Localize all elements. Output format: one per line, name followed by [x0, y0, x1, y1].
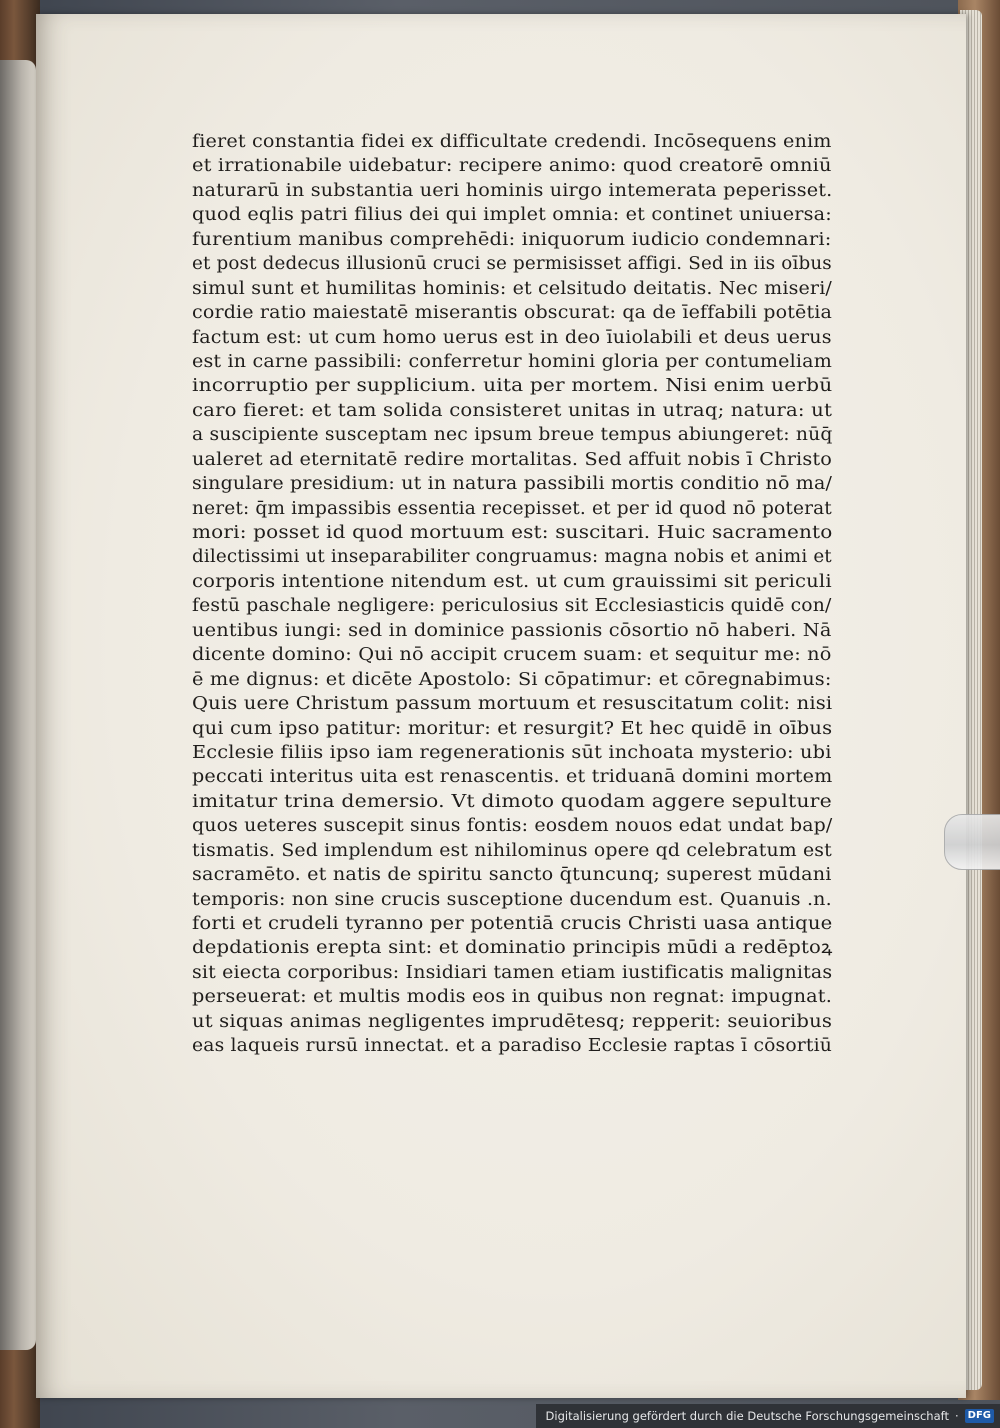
text-line: quod eqlis patri filius dei qui implet omnia: et continet uniuersa:	[192, 205, 832, 226]
digitization-credit-bar	[536, 1404, 1000, 1428]
text-line: et irrationabile uidebatur: recipere animo: quod creatorē omniū	[192, 156, 832, 177]
text-line: cordie ratio maiestatē miserantis obscurat: qa de īeffabili potētia	[192, 303, 833, 324]
text-line: a suscipiente susceptam nec ipsum breue tempus abiungeret: nūq̄	[192, 425, 833, 446]
facing-page-edge	[0, 60, 36, 1350]
text-line: et post dedecus illusionū cruci se permisisset affigi. Sed in iis oībus	[192, 254, 832, 275]
text-line: uentibus iungi: sed in dominice passionis cōsortio nō haberi. Nā	[192, 620, 832, 641]
text-line: furentium manibus comprehēdi: iniquorum iudicio condemnari:	[192, 229, 832, 250]
text-line: Quis uere Christum passum mortuum et resuscitatum colit: nisi	[192, 694, 833, 715]
text-line: peccati interitus uita est renascentis. et triduanā domini mortem	[192, 767, 833, 788]
text-line: sit eiecta corporibus: Insidiari tamen etiam iustificatis malignitas	[192, 962, 833, 983]
text-line: simul sunt et humilitas hominis: et celsitudo deitatis. Nec miseri/	[192, 278, 833, 299]
page-text-block	[192, 130, 832, 1059]
text-line: Ecclesie filiis ipso iam regenerationis sūt inchoata mysterio: ubi	[192, 742, 832, 763]
text-line: ē me dignus: et dicēte Apostolo: Si cōpatimur: et cōregnabimus:	[192, 669, 832, 690]
text-line: caro fieret: et tam solida consisteret unitas in utraq; natura: ut	[192, 400, 833, 421]
text-line: depdationis erepta sint: et dominatio principis mūdi a redēptoꝝ	[192, 938, 833, 959]
text-line: sacramēto. et natis de spiritu sancto q̄tuncunq; superest mūdani	[192, 865, 832, 886]
text-line: forti et crudeli tyranno per potentiā crucis Christi uasa antique	[192, 914, 833, 934]
text-line: dicente domino: Qui nō accipit crucem suam: et sequitur me: nō	[192, 645, 832, 666]
text-line: incorruptio per supplicium. uita per mortem. Nisi enim uerbū	[192, 376, 833, 397]
text-line: eas laqueis rursū innectat. et a paradiso Ecclesie raptas ī cōsortiū	[192, 1036, 832, 1057]
page-clip-icon	[944, 814, 1000, 870]
text-line: factum est: ut cum homo uerus est in deo īuiolabili et deus uerus	[192, 327, 832, 348]
text-line: naturarū in substantia ueri hominis uirgo intemerata peperisset.	[192, 180, 833, 201]
digitization-credit-text: Digitalisierung gefördert durch die Deutsche Forschungsgemeinschaft	[545, 1409, 949, 1423]
text-line: temporis: non sine crucis susceptione ducendum est. Quanuis .n.	[192, 889, 832, 910]
text-line: qui cum ipso patitur: moritur: et resurgit? Et hec quidē in oībus	[192, 718, 833, 739]
text-line: festū paschale negligere: periculosius sit Ecclesiasticis quidē con/	[192, 596, 832, 617]
text-line: singulare presidium: ut in natura passibili mortis conditio nō ma/	[192, 474, 833, 495]
text-line: mori: posset id quod mortuum est: suscitari. Huic sacramento	[192, 523, 833, 543]
text-line: neret: q̄m impassibis essentia recepisset. et per id quod nō poterat	[192, 498, 832, 519]
text-line: imitatur trina demersio. Vt dimoto quodam aggere sepulture	[192, 791, 832, 812]
text-line: perseuerat: et multis modis eos in quibus non regnat: impugnat.	[192, 987, 832, 1008]
text-line: corporis intentione nitendum est. ut cum grauissimi sit periculi	[192, 571, 832, 592]
text-line: fieret constantia fidei ex difficultate credendi. Incōsequens enim	[192, 132, 832, 152]
text-line: ut siquas animas negligentes imprudētesq; repperit: seuioribus	[192, 1011, 833, 1032]
text-line: quos ueteres suscepit sinus fontis: eosdem nouos edat undat bap/	[192, 816, 833, 837]
text-line: est in carne passibili: conferretur homini gloria per contumeliam	[192, 351, 832, 372]
credit-separator: ·	[955, 1409, 959, 1423]
dfg-logo-icon: DFG	[965, 1409, 994, 1423]
text-line: tismatis. Sed implendum est nihilominus opere qd celebratum est	[192, 840, 832, 861]
text-line: ualeret ad eternitatē redire mortalitas. Sed affuit nobis ī Christo	[192, 449, 833, 470]
text-line: dilectissimi ut inseparabiliter congruamus: magna nobis et animi et	[192, 547, 832, 568]
